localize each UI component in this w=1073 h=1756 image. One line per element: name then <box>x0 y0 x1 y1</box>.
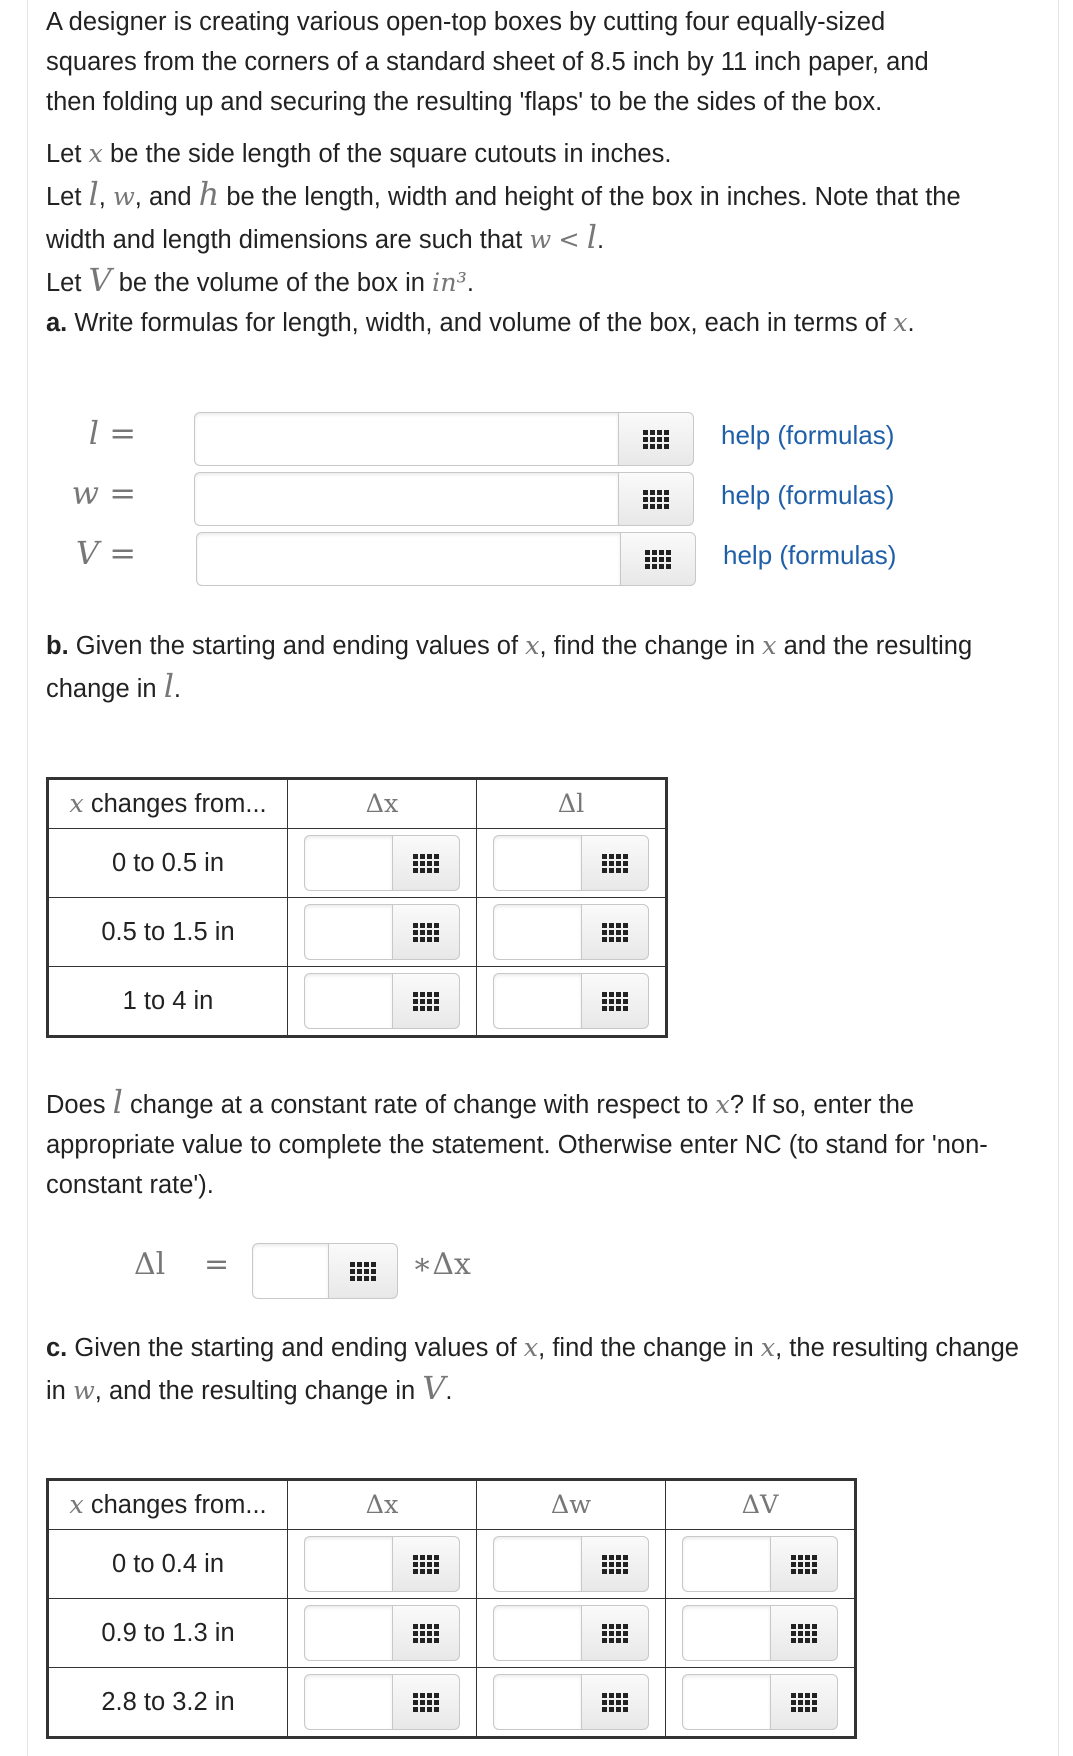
range-cell: 0 to 0.5 in <box>48 829 288 898</box>
grid-icon <box>413 1555 439 1574</box>
var-l: l <box>163 667 174 705</box>
palette-button[interactable] <box>581 973 649 1029</box>
part-b-text2: , find the change in <box>539 632 756 660</box>
palette-button[interactable] <box>392 1674 460 1730</box>
let-lwh-post: be the length, width and height of the box in inches. Note that the width and length dimensions are such that <box>46 183 961 254</box>
var-h: h <box>198 175 220 213</box>
grid-icon <box>350 1262 376 1281</box>
var-l: l <box>88 175 99 213</box>
unit-in3: in³ <box>432 268 467 298</box>
answer-input[interactable] <box>493 835 581 891</box>
let-v-post: be the volume of the box in <box>118 269 425 297</box>
answer-cell <box>288 829 477 898</box>
palette-button[interactable] <box>770 1605 838 1661</box>
var-w: w <box>72 1376 95 1406</box>
answer-cell <box>288 1668 477 1738</box>
palette-button[interactable] <box>392 835 460 891</box>
grid-icon <box>413 992 439 1011</box>
palette-button[interactable] <box>620 532 696 586</box>
part-a-prompt <box>46 303 1006 343</box>
grid-icon <box>602 992 628 1011</box>
table-header-row <box>48 779 667 829</box>
answer-cell <box>288 967 477 1037</box>
var-w: w <box>112 182 135 212</box>
grid-icon <box>791 1693 817 1712</box>
answer-input[interactable] <box>493 1536 581 1592</box>
answer-input[interactable] <box>304 904 392 960</box>
answer-cell <box>666 1668 856 1738</box>
grid-icon <box>643 430 669 449</box>
header-delta-l: Δl <box>477 779 667 829</box>
q3: ? If so, enter the appropriate value to complete the statement. Otherwise enter NC (to stand for 'non-constant rate'). <box>46 1091 988 1199</box>
rate-equation <box>134 1243 634 1299</box>
var-x: x <box>88 139 103 169</box>
let-x-post: be the side length of the square cutouts in inches. <box>110 140 672 168</box>
var-w: w <box>529 225 552 255</box>
eq-lhs: Δl <box>134 1247 166 1282</box>
formula-label-l: l = <box>88 414 136 452</box>
answer-input[interactable] <box>304 1536 392 1592</box>
var-V: V <box>88 261 112 299</box>
part-c-text1: Given the starting and ending values of <box>74 1334 517 1362</box>
table-row <box>48 967 667 1037</box>
let-lwh-pre: Let <box>46 183 82 211</box>
grid-icon <box>413 923 439 942</box>
answer-cell <box>288 1599 477 1668</box>
grid-icon <box>602 923 628 942</box>
and-word: and <box>148 183 192 211</box>
header-x-changes: x changes from... <box>48 1480 288 1530</box>
answer-input[interactable] <box>493 1674 581 1730</box>
answer-cell <box>477 967 667 1037</box>
period: . <box>907 309 915 337</box>
period: . <box>466 269 474 297</box>
header-delta-V: ΔV <box>666 1480 856 1530</box>
part-b-text1: Given the starting and ending values of <box>75 632 519 660</box>
answer-input[interactable] <box>682 1536 770 1592</box>
answer-input[interactable] <box>304 973 392 1029</box>
part-c-text4: , and the resulting change in <box>94 1377 416 1405</box>
answer-cell <box>477 1599 666 1668</box>
grid-icon <box>791 1624 817 1643</box>
answer-cell <box>666 1530 856 1599</box>
grid-icon <box>643 490 669 509</box>
palette-button[interactable] <box>770 1674 838 1730</box>
var-x: x <box>715 1090 730 1120</box>
grid-icon <box>602 1693 628 1712</box>
answer-input[interactable] <box>304 1674 392 1730</box>
header-delta-x: Δx <box>288 1480 477 1530</box>
let-v-pre: Let <box>46 269 82 297</box>
range-cell: 0.9 to 1.3 in <box>48 1599 288 1668</box>
volume-formula-input[interactable] <box>196 532 620 586</box>
eq-equals: = <box>204 1247 230 1282</box>
table-row <box>48 1530 856 1599</box>
var-x: x <box>525 631 540 661</box>
period: . <box>445 1377 453 1405</box>
answer-cell <box>477 829 667 898</box>
grid-icon <box>602 854 628 873</box>
eq-rhs: ∗Δx <box>412 1247 471 1282</box>
range-cell: 0 to 0.4 in <box>48 1530 288 1599</box>
grid-icon <box>602 1624 628 1643</box>
formula-row-volume <box>46 532 946 588</box>
palette-button[interactable] <box>392 1536 460 1592</box>
formula-label-w: w = <box>71 474 136 512</box>
part-c-label: c. <box>46 1334 68 1362</box>
var-l: l <box>586 218 598 256</box>
range-cell: 1 to 4 in <box>48 967 288 1037</box>
problem-page <box>27 0 1059 1756</box>
palette-button[interactable] <box>392 1605 460 1661</box>
answer-input[interactable] <box>493 904 581 960</box>
part-c-prompt <box>46 1328 1036 1411</box>
header-delta-w: Δw <box>477 1480 666 1530</box>
part-a-text: Write formulas for length, width, and volume of the box, each in terms of <box>74 309 887 337</box>
intro-paragraph: A designer is creating various open-top boxes by cutting four equally-sized squares from the corners of a standard sheet of 8.5 inch by 11 inch paper, and then folding up and securing the resulting 'flaps' to be the sides of the box. <box>46 8 929 116</box>
table-b <box>46 777 668 1038</box>
answer-input[interactable] <box>304 1605 392 1661</box>
grid-icon <box>791 1555 817 1574</box>
part-a-label: a. <box>46 309 68 337</box>
var-l: l <box>112 1083 123 1121</box>
table-row <box>48 1599 856 1668</box>
period: . <box>173 675 182 703</box>
answer-input[interactable] <box>493 973 581 1029</box>
answer-cell <box>288 898 477 967</box>
table-row <box>48 898 667 967</box>
var-x: x <box>523 1333 539 1363</box>
table-row <box>48 1668 856 1738</box>
palette-button[interactable] <box>618 472 694 526</box>
part-b-label: b. <box>46 632 69 660</box>
answer-input[interactable] <box>682 1605 770 1661</box>
help-formulas-link[interactable]: help (formulas) <box>721 420 895 450</box>
header-delta-x: Δx <box>288 779 477 829</box>
palette-button[interactable] <box>618 412 694 466</box>
answer-cell <box>477 1668 666 1738</box>
table-header-row <box>48 1480 856 1530</box>
palette-button[interactable] <box>328 1243 398 1299</box>
rate-input[interactable] <box>252 1243 328 1299</box>
answer-cell <box>288 1530 477 1599</box>
period: . <box>597 226 605 254</box>
table-row <box>48 829 667 898</box>
grid-icon <box>413 1693 439 1712</box>
width-formula-input[interactable] <box>194 472 618 526</box>
help-formulas-link[interactable]: help (formulas) <box>721 480 895 510</box>
grid-icon <box>645 550 671 569</box>
var-x: x <box>760 1333 776 1363</box>
answer-input[interactable] <box>304 835 392 891</box>
definitions-paragraph <box>46 134 1006 303</box>
help-formulas-link[interactable]: help (formulas) <box>723 540 897 570</box>
palette-button[interactable] <box>392 973 460 1029</box>
range-cell: 0.5 to 1.5 in <box>48 898 288 967</box>
grid-icon <box>413 1624 439 1643</box>
palette-button[interactable] <box>392 904 460 960</box>
part-b-prompt <box>46 626 1006 709</box>
var-V: V <box>422 1369 446 1407</box>
grid-icon <box>413 854 439 873</box>
palette-button[interactable] <box>581 835 649 891</box>
grid-icon <box>602 1555 628 1574</box>
answer-cell <box>477 1530 666 1599</box>
answer-cell <box>666 1599 856 1668</box>
part-c-text3: , the resulting change in <box>46 1334 1019 1405</box>
q2: change at a constant rate of change with respect to <box>129 1091 709 1119</box>
q1: Does <box>46 1091 106 1119</box>
comma: , <box>98 183 106 211</box>
palette-button[interactable] <box>581 904 649 960</box>
header-x-changes: x changes from... <box>48 779 288 829</box>
formula-row-width <box>46 472 946 528</box>
answer-input[interactable] <box>682 1674 770 1730</box>
answer-input[interactable] <box>493 1605 581 1661</box>
constant-rate-question <box>46 1082 1006 1205</box>
var-x: x <box>762 631 777 661</box>
less-than: < <box>558 225 580 255</box>
formula-label-V: V = <box>75 534 136 572</box>
range-cell: 2.8 to 3.2 in <box>48 1668 288 1738</box>
part-b-text3: and the resulting change in <box>46 632 973 703</box>
length-formula-input[interactable] <box>194 412 618 466</box>
answer-cell <box>477 898 667 967</box>
comma: , <box>134 183 142 211</box>
part-c-text2: , find the change in <box>538 1334 754 1362</box>
palette-button[interactable] <box>770 1536 838 1592</box>
var-x: x <box>893 308 908 338</box>
palette-button[interactable] <box>581 1536 649 1592</box>
let-x-pre: Let <box>46 140 82 168</box>
palette-button[interactable] <box>581 1605 649 1661</box>
palette-button[interactable] <box>581 1674 649 1730</box>
table-c <box>46 1478 857 1739</box>
formula-row-length <box>46 412 946 468</box>
